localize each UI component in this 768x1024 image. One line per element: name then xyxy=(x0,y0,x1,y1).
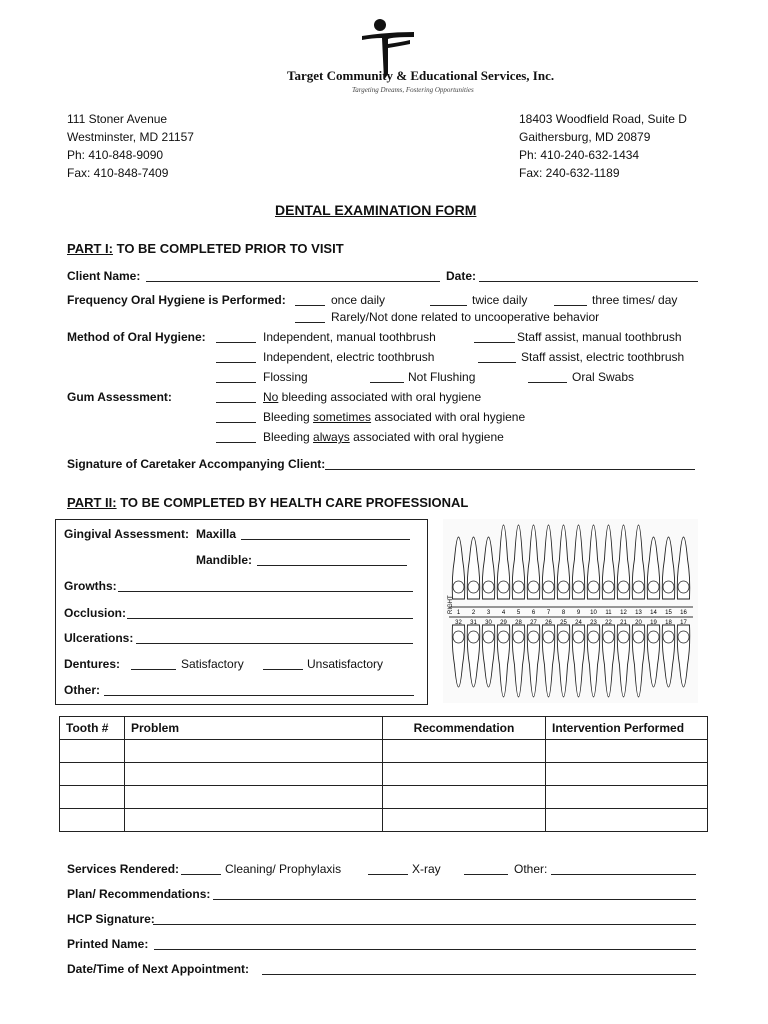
upper-tooth-number: 13 xyxy=(635,610,642,616)
lower-tooth-22[interactable] xyxy=(602,625,615,697)
lower-tooth-number: 30 xyxy=(485,620,492,626)
upper-tooth-3[interactable] xyxy=(482,537,495,599)
services-other-field[interactable] xyxy=(464,863,508,875)
freq-twice-label: twice daily xyxy=(472,293,528,307)
left-fax: Fax: 410-848-7409 xyxy=(67,166,169,180)
client-name-field[interactable] xyxy=(146,270,440,282)
date-label: Date: xyxy=(446,269,477,283)
table-cell[interactable] xyxy=(383,809,546,832)
services-label: Services Rendered: xyxy=(67,862,180,876)
freq-once-label: once daily xyxy=(331,293,386,307)
growths-field[interactable] xyxy=(118,580,413,592)
left-phone: Ph: 410-848-9090 xyxy=(67,148,164,162)
part1-heading xyxy=(67,241,344,256)
upper-tooth-number: 9 xyxy=(576,610,581,616)
left-street: 111 Stoner Avenue xyxy=(67,112,168,126)
lower-tooth-25[interactable] xyxy=(557,625,570,697)
lower-tooth-26[interactable] xyxy=(542,625,555,697)
freq-rarely-label: Rarely/Not done related to uncooperative behavior xyxy=(331,310,600,324)
upper-tooth-number: 2 xyxy=(471,610,476,616)
part2-title: TO BE COMPLETED BY HEALTH CARE PROFESSIONAL xyxy=(120,495,469,510)
lower-tooth-19[interactable] xyxy=(647,625,660,687)
gum-sometimes-field[interactable] xyxy=(216,411,256,423)
lower-tooth-number: 19 xyxy=(650,620,657,626)
gum-no-rest: bleeding associated with oral hygiene xyxy=(278,390,482,404)
method-swabs-field[interactable] xyxy=(528,371,567,383)
lower-tooth-number: 31 xyxy=(470,620,477,626)
upper-tooth-9[interactable] xyxy=(572,525,585,599)
lower-tooth-number: 27 xyxy=(530,620,537,626)
lower-tooth-32[interactable] xyxy=(452,625,465,687)
part2-heading xyxy=(67,495,468,510)
table-row xyxy=(60,809,708,832)
table-cell[interactable] xyxy=(546,786,708,809)
services-xray-field[interactable] xyxy=(368,863,408,875)
lower-tooth-30[interactable] xyxy=(482,625,495,687)
table-row xyxy=(60,740,708,763)
lower-tooth-number: 21 xyxy=(620,620,627,626)
table-cell[interactable] xyxy=(546,763,708,786)
lower-tooth-number: 24 xyxy=(575,620,582,626)
method-staff-electric-label: Staff assist, electric toothbrush xyxy=(521,350,685,364)
lower-tooth-27[interactable] xyxy=(527,625,540,697)
table-cell[interactable] xyxy=(383,740,546,763)
mandible-field[interactable] xyxy=(257,554,407,566)
hcp-field[interactable] xyxy=(153,913,696,925)
ulcerations-label: Ulcerations: xyxy=(64,631,134,645)
gum-sometimes-rest: associated with oral hygiene xyxy=(371,410,526,424)
method-ind-manual-label: Independent, manual toothbrush xyxy=(263,330,436,344)
upper-tooth-10[interactable] xyxy=(587,525,600,599)
other-label: Other: xyxy=(64,683,100,697)
upper-tooth-11[interactable] xyxy=(602,525,615,599)
table-cell[interactable] xyxy=(125,763,383,786)
table-header-row xyxy=(60,717,708,740)
method-label: Method of Oral Hygiene: xyxy=(67,330,206,344)
lower-tooth-28[interactable] xyxy=(512,625,525,697)
col-intervention: Intervention Performed xyxy=(546,717,708,740)
upper-tooth-14[interactable] xyxy=(647,537,660,599)
left-city: Westminster, MD 21157 xyxy=(67,130,194,144)
method-staff-manual-field[interactable] xyxy=(474,331,515,343)
services-cleaning-label: Cleaning/ Prophylaxis xyxy=(225,862,342,876)
ulcerations-field[interactable] xyxy=(136,632,413,644)
col-recommendation: Recommendation xyxy=(383,717,546,740)
plan-label: Plan/ Recommendations: xyxy=(67,887,211,901)
table-row xyxy=(60,786,708,809)
tooth-chart[interactable] xyxy=(443,519,698,703)
date-field[interactable] xyxy=(479,270,698,282)
maxilla-field[interactable] xyxy=(241,528,410,540)
dentures-unsatisfactory-field[interactable] xyxy=(263,658,303,670)
other-field[interactable] xyxy=(104,684,414,696)
method-ind-electric-field[interactable] xyxy=(216,351,256,363)
gum-no-word: No xyxy=(263,390,279,404)
services-cleaning-field[interactable] xyxy=(181,863,221,875)
upper-tooth-number: 5 xyxy=(516,610,521,616)
table-cell[interactable] xyxy=(546,809,708,832)
dentures-satisfactory-field[interactable] xyxy=(131,658,176,670)
right-street: 18403 Woodfield Road, Suite D xyxy=(519,112,687,126)
lower-tooth-17[interactable] xyxy=(677,625,690,687)
lower-tooth-number: 29 xyxy=(500,620,507,626)
gum-always-field[interactable] xyxy=(216,431,256,443)
frequency-label: Frequency Oral Hygiene is Performed: xyxy=(67,293,286,307)
hcp-label: HCP Signature: xyxy=(67,912,155,926)
upper-tooth-number: 4 xyxy=(501,610,506,616)
method-not-flushing-label: Not Flushing xyxy=(408,370,476,384)
lower-tooth-number: 23 xyxy=(590,620,597,626)
method-swabs-label: Oral Swabs xyxy=(572,370,635,384)
upper-tooth-number: 7 xyxy=(546,610,551,616)
table-cell[interactable] xyxy=(125,740,383,763)
lower-tooth-21[interactable] xyxy=(617,625,630,697)
method-staff-electric-field[interactable] xyxy=(478,351,516,363)
gingival-label: Gingival Assessment: xyxy=(64,527,189,541)
table-cell[interactable] xyxy=(125,786,383,809)
freq-twice-field[interactable] xyxy=(430,294,467,306)
chart-side-label: RIGHT xyxy=(448,595,454,614)
table-cell[interactable] xyxy=(60,740,125,763)
lower-tooth-20[interactable] xyxy=(632,625,645,697)
printed-label: Printed Name: xyxy=(67,937,149,951)
occlusion-label: Occlusion: xyxy=(64,606,127,620)
upper-tooth-number: 16 xyxy=(680,610,687,616)
part1-title: TO BE COMPLETED PRIOR TO VISIT xyxy=(116,241,344,256)
findings-table xyxy=(59,716,708,832)
gum-label: Gum Assessment: xyxy=(67,390,172,404)
upper-tooth-number: 8 xyxy=(561,610,566,616)
lower-tooth-31[interactable] xyxy=(467,625,480,687)
table-cell[interactable] xyxy=(60,786,125,809)
lower-tooth-number: 20 xyxy=(635,620,642,626)
dentures-unsatisfactory-label: Unsatisfactory xyxy=(307,657,384,671)
dentures-satisfactory-label: Satisfactory xyxy=(181,657,244,671)
upper-tooth-4[interactable] xyxy=(497,525,510,599)
upper-tooth-number: 12 xyxy=(620,610,627,616)
upper-tooth-16[interactable] xyxy=(677,537,690,599)
upper-tooth-8[interactable] xyxy=(557,525,570,599)
table-cell[interactable] xyxy=(125,809,383,832)
freq-rarely-field[interactable] xyxy=(295,311,325,323)
lower-tooth-24[interactable] xyxy=(572,625,585,697)
signature-label: Signature of Caretaker Accompanying Client: xyxy=(67,457,326,471)
method-not-flushing-field[interactable] xyxy=(370,371,404,383)
table-cell[interactable] xyxy=(546,740,708,763)
method-staff-manual-label: Staff assist, manual toothbrush xyxy=(517,330,682,344)
gum-always-pre: Bleeding xyxy=(263,430,314,444)
gum-no-bleed-label xyxy=(263,390,481,404)
upper-tooth-15[interactable] xyxy=(662,537,675,599)
gum-always-word: always xyxy=(313,430,350,444)
lower-tooth-number: 18 xyxy=(665,620,672,626)
lower-tooth-number: 17 xyxy=(680,620,687,626)
maxilla-label: Maxilla xyxy=(196,527,237,541)
gum-no-bleed-field[interactable] xyxy=(216,391,256,403)
upper-tooth-12[interactable] xyxy=(617,525,630,599)
col-tooth: Tooth # xyxy=(60,717,125,740)
lower-tooth-number: 32 xyxy=(455,620,462,626)
upper-tooth-number: 15 xyxy=(665,610,672,616)
upper-tooth-1[interactable] xyxy=(452,537,465,599)
right-city: Gaithersburg, MD 20879 xyxy=(519,130,651,144)
upper-tooth-number: 10 xyxy=(590,610,597,616)
gum-sometimes-word: sometimes xyxy=(313,410,372,424)
upper-tooth-number: 3 xyxy=(486,610,491,616)
mandible-label: Mandible: xyxy=(196,553,252,567)
upper-tooth-5[interactable] xyxy=(512,525,525,599)
lower-tooth-number: 28 xyxy=(515,620,522,626)
gum-always-label xyxy=(263,430,504,444)
method-flossing-label: Flossing xyxy=(263,370,308,384)
lower-tooth-29[interactable] xyxy=(497,625,510,697)
lower-tooth-18[interactable] xyxy=(662,625,675,687)
gum-sometimes-pre: Bleeding xyxy=(263,410,314,424)
client-name-label: Client Name: xyxy=(67,269,141,283)
right-phone: Ph: 410-240-632-1434 xyxy=(519,148,640,162)
lower-tooth-number: 26 xyxy=(545,620,552,626)
next-appt-label: Date/Time of Next Appointment: xyxy=(67,962,250,976)
services-other-text-field[interactable] xyxy=(551,863,696,875)
gum-always-rest: associated with oral hygiene xyxy=(349,430,504,444)
table-cell[interactable] xyxy=(60,763,125,786)
table-cell[interactable] xyxy=(383,763,546,786)
part2-label: PART II: xyxy=(67,495,117,510)
next-appt-field[interactable] xyxy=(262,963,696,975)
plan-field[interactable] xyxy=(213,888,696,900)
lower-tooth-number: 25 xyxy=(560,620,567,626)
upper-tooth-number: 6 xyxy=(531,610,536,616)
freq-three-field[interactable] xyxy=(554,294,587,306)
upper-tooth-6[interactable] xyxy=(527,525,540,599)
upper-tooth-7[interactable] xyxy=(542,525,555,599)
upper-tooth-number: 14 xyxy=(650,610,657,616)
part1-label: PART I: xyxy=(67,241,113,256)
upper-tooth-number: 11 xyxy=(605,610,612,616)
services-xray-label: X-ray xyxy=(412,862,441,876)
form-title: DENTAL EXAMINATION FORM xyxy=(275,202,477,218)
col-problem: Problem xyxy=(125,717,383,740)
table-cell[interactable] xyxy=(60,809,125,832)
printed-field[interactable] xyxy=(154,938,696,950)
method-flossing-field[interactable] xyxy=(216,371,256,383)
right-fax: Fax: 240-632-1189 xyxy=(519,166,620,180)
org-name: Target Community & Educational Services, Inc. xyxy=(287,68,555,83)
upper-tooth-2[interactable] xyxy=(467,537,480,599)
services-other-label: Other: xyxy=(514,862,548,876)
upper-tooth-13[interactable] xyxy=(632,525,645,599)
gum-sometimes-label xyxy=(263,410,525,424)
lower-tooth-number: 22 xyxy=(605,620,612,626)
table-cell[interactable] xyxy=(383,786,546,809)
signature-field[interactable] xyxy=(325,458,695,470)
org-tagline: Targeting Dreams, Fostering Opportunities xyxy=(352,86,474,94)
upper-tooth-number: 1 xyxy=(456,610,461,616)
lower-tooth-23[interactable] xyxy=(587,625,600,697)
occlusion-field[interactable] xyxy=(127,607,413,619)
dentures-label: Dentures: xyxy=(64,657,121,671)
freq-once-field[interactable] xyxy=(295,294,325,306)
growths-label: Growths: xyxy=(64,579,117,593)
table-row xyxy=(60,763,708,786)
freq-three-label: three times/ day xyxy=(592,293,678,307)
method-ind-electric-label: Independent, electric toothbrush xyxy=(263,350,435,364)
method-ind-manual-field[interactable] xyxy=(216,331,256,343)
